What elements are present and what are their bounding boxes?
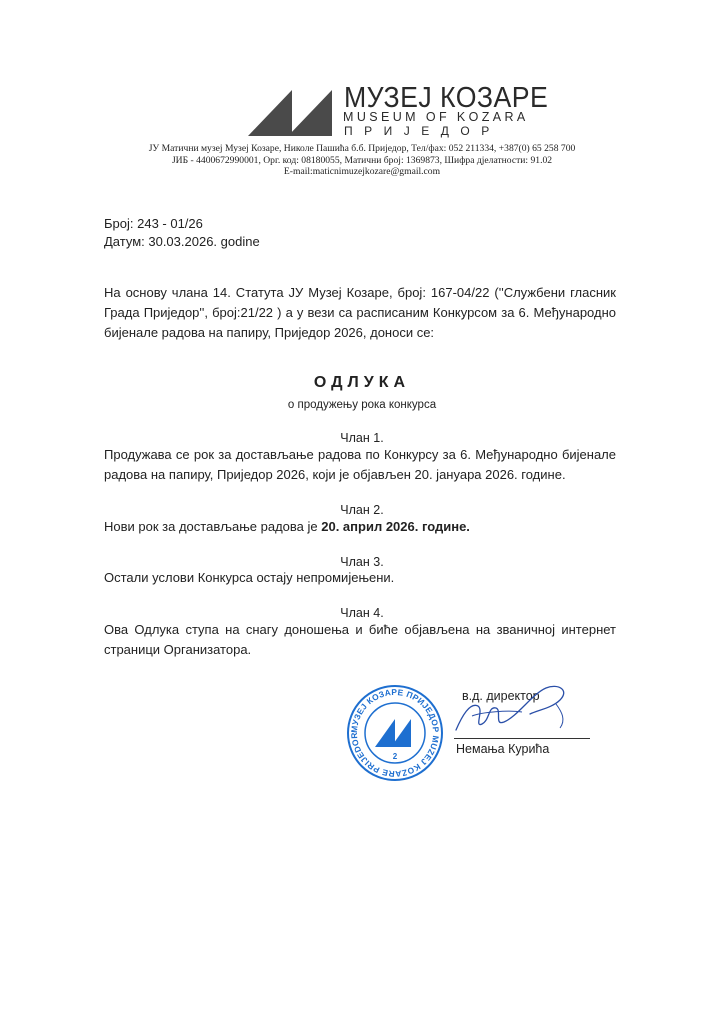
article-2-text bbox=[104, 517, 616, 537]
museum-name: МУЗЕЈ КОЗАРЕ bbox=[344, 82, 549, 114]
official-stamp bbox=[345, 683, 445, 783]
decision-title: ОДЛУКА bbox=[313, 374, 411, 391]
article-1-text bbox=[104, 445, 616, 485]
museum-logo-icon bbox=[248, 88, 336, 136]
intro-text: На основу члана 14. Статута ЈУ Музеј Козаре, број: 167-04/22 (''Службени гласник Града Приједор'', број:21/22 ) а у вези са расписаним Конкурсом за 6. Међународно бијенале радова на папиру, Приједор 2026, доноси се: bbox=[104, 285, 616, 340]
registration-info-line: ЈИБ - 4400672990001, Орг. код: 08180055, Матични број: 1369873, Шифра дјелатности: 91.02 bbox=[171, 155, 553, 166]
intro-paragraph bbox=[104, 283, 616, 343]
signature-line bbox=[454, 738, 590, 739]
handwritten-signature bbox=[448, 672, 578, 742]
article-2-heading: Члан 2. bbox=[340, 503, 384, 517]
article-4-text bbox=[104, 620, 616, 660]
signatory-name: Немања Курића bbox=[456, 742, 550, 756]
contact-info-line: ЈУ Матични музеј Музеј Козаре, Николе Пашића б.б. Приједор, Тел/фах: 052 211334, +387(0) 65 258 700 bbox=[148, 143, 576, 154]
museum-name-english: MUSEUM OF KOZARA bbox=[343, 110, 529, 124]
article-3-text bbox=[104, 568, 616, 588]
article-3-heading: Члан 3. bbox=[340, 555, 384, 569]
article-1-heading: Члан 1. bbox=[340, 431, 384, 445]
museum-city: ПРИЈЕДОР bbox=[344, 124, 501, 138]
stamp-logo-icon bbox=[375, 719, 395, 747]
stamp-text: МУЗЕЈ КОЗАРЕ ПРИЈЕДОР MUZEJ KOZARE PRIJEDOR bbox=[348, 686, 442, 780]
article-3-body: Остали услови Конкурса остају непромијењени. bbox=[104, 570, 395, 585]
article-1-body: Продужава се рок за достављање радова по Конкурсу за 6. Међународно бијенале радова на папиру, Приједор 2026, који је објављен 20. јануара 2026. године. bbox=[104, 447, 616, 482]
article-4-heading: Члан 4. bbox=[340, 606, 384, 620]
decision-subtitle: о продужењу рока конкурса bbox=[287, 399, 437, 411]
document-number: Број: 243 - 01/26 bbox=[104, 216, 203, 231]
document-date: Датум: 30.03.2026. godine bbox=[104, 234, 260, 249]
signatory-role: в.д. директор bbox=[462, 689, 540, 703]
new-deadline: 20. април 2026. године. bbox=[321, 519, 470, 534]
email-line: E-mail:maticnimuzejkozare@gmail.com bbox=[283, 166, 441, 177]
stamp-number: 2 bbox=[392, 752, 398, 761]
article-2-body: Нови рок за достављање радова је bbox=[104, 519, 322, 534]
article-4-body: Ова Одлука ступа на снагу доношења и биће објављена на званичној интернет страници Организатора. bbox=[104, 622, 616, 657]
